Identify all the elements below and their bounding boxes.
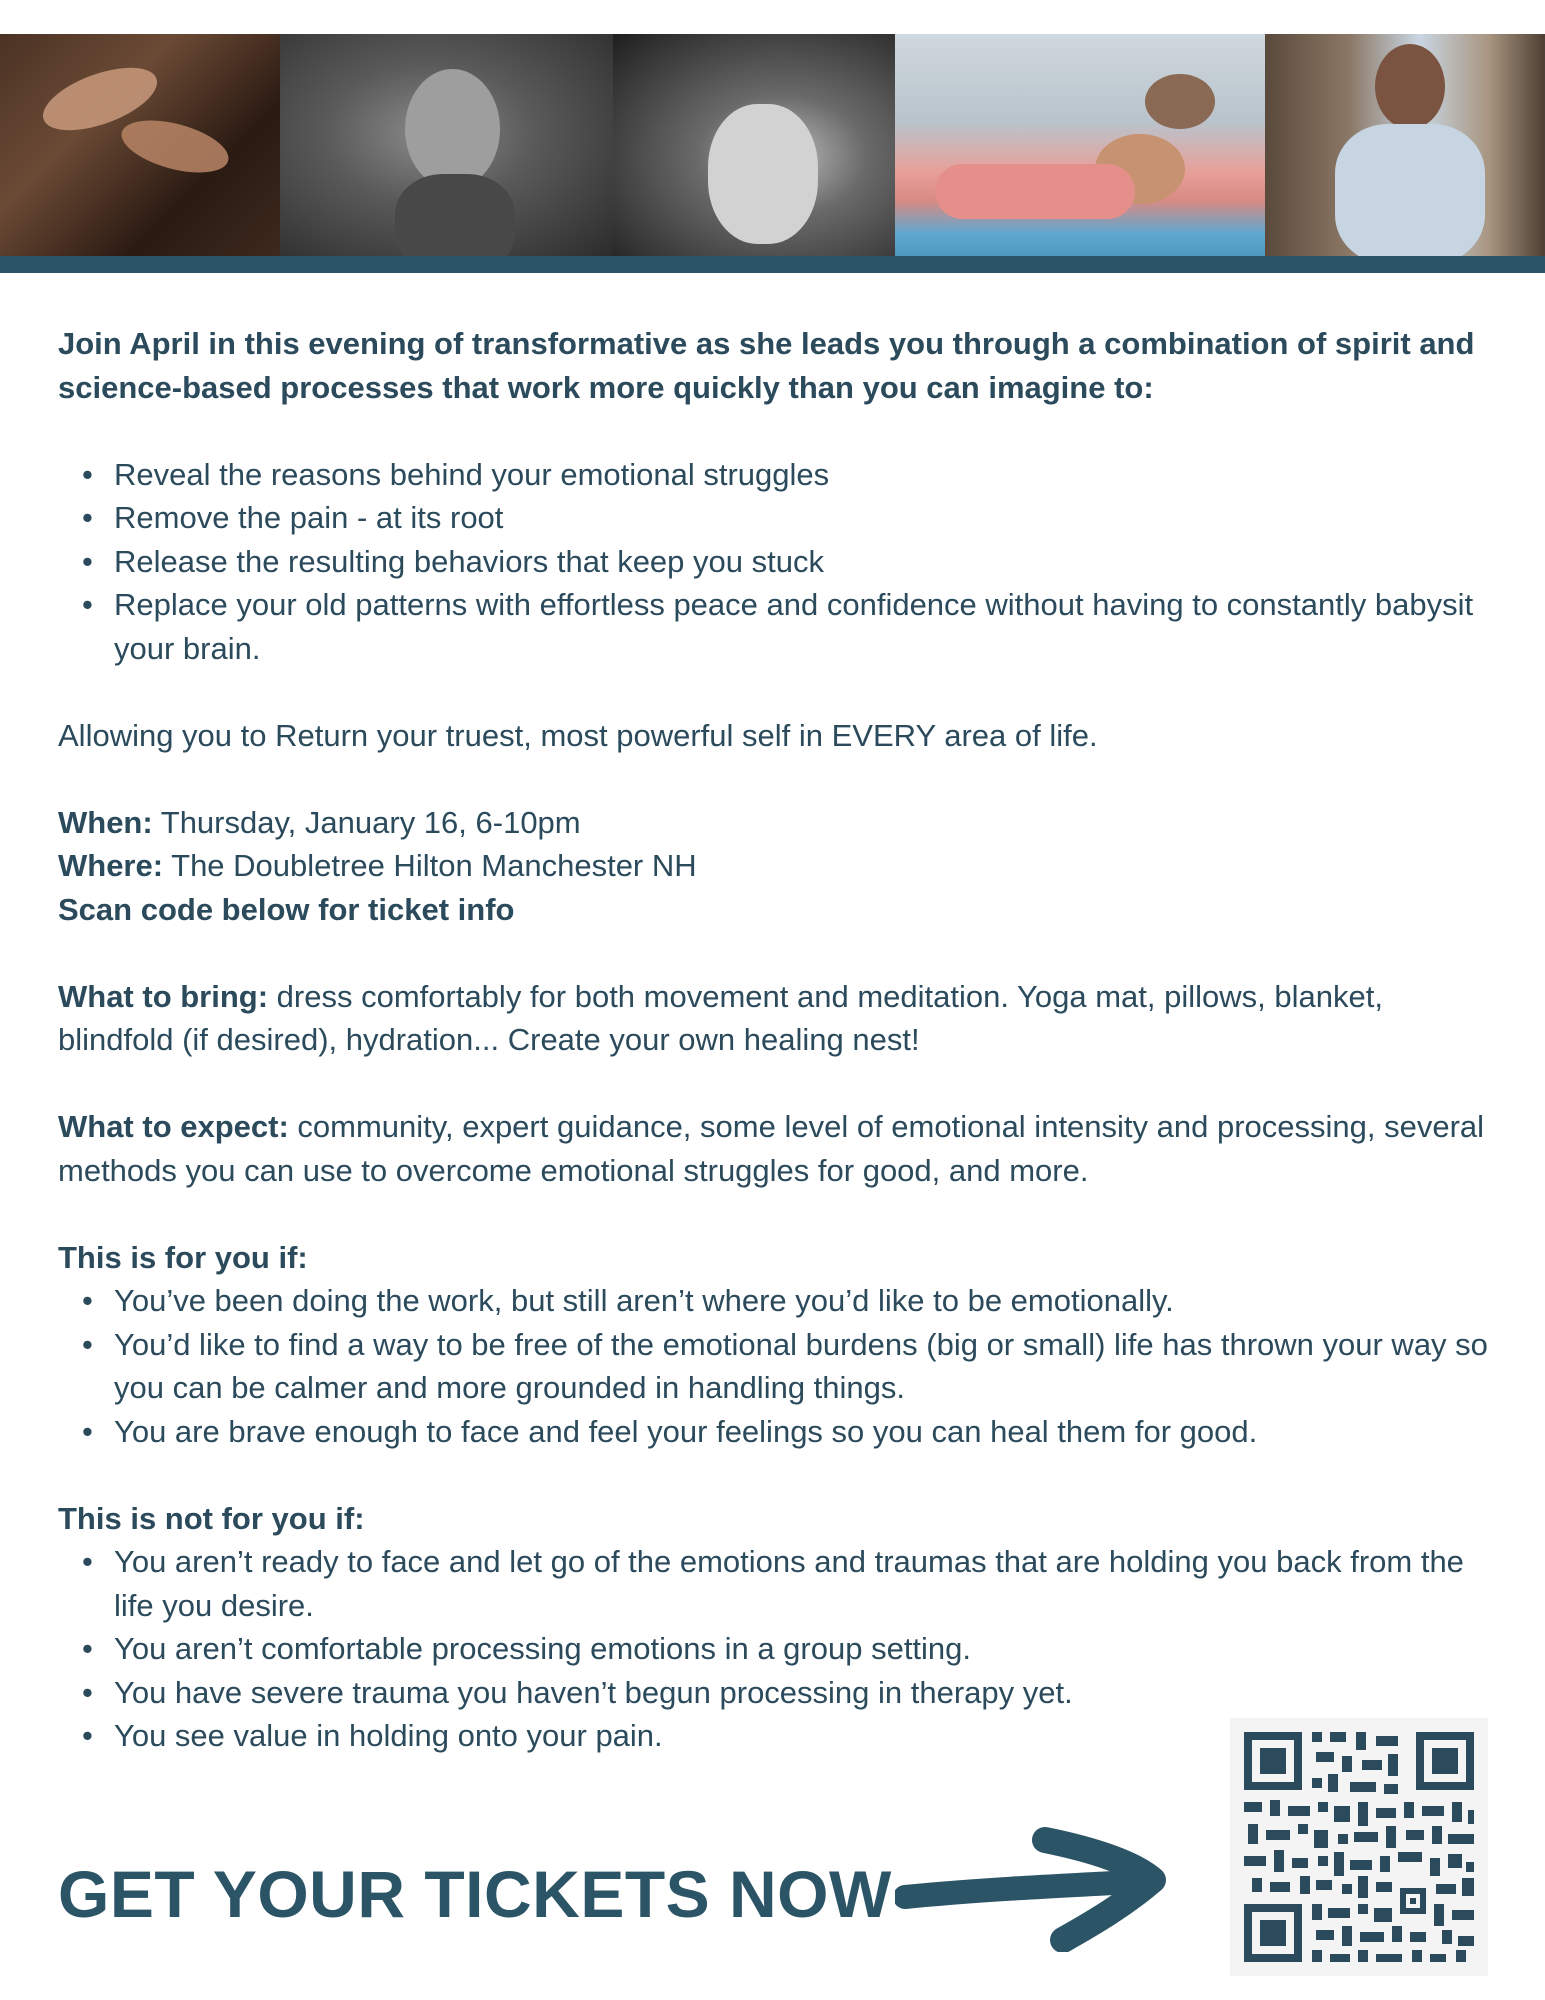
not-for-you-heading: This is not for you if: [58,1500,365,1536]
event-when [58,801,1498,845]
what-to-expect [58,1105,1498,1192]
allowing-text: Allowing you to Return your truest, most powerful self in EVERY area of life. [58,717,1098,753]
list-item: • You have severe trauma you haven’t begun processing in therapy yet. [114,1671,1498,1715]
for-you-list [58,1279,1498,1453]
list-item: • Release the resulting behaviors that keep you stuck [114,540,1498,584]
list-item: • You’ve been doing the work, but still aren’t where you’d like to be emotionally. [114,1279,1498,1323]
list-item: • You aren’t comfortable processing emotions in a group setting. [114,1627,1498,1671]
list-item: • You’d like to find a way to be free of the emotional burdens (big or small) life has thrown your way so you can be calmer and more grounded in handling things. [114,1323,1498,1410]
get-tickets-heading[interactable]: GET YOUR TICKETS NOW [58,1857,892,1931]
what-to-bring [58,975,1498,1062]
bring-text: dress comfortably for both movement and meditation. Yoga mat, pillows, blanket, blindfold (if desired), hydration... Create your own healing nest! [58,978,1383,1057]
intro-text: Join April in this evening of transformative as she leads you through a combination of spirit and science-based processes that work more quickly than you can imagine to: [58,326,1475,405]
expect-text: community, expert guidance, some level of emotional intensity and processing, several methods you can use to overcome emotional struggles for good, and more. [58,1109,1485,1188]
flyer-body [58,322,1498,1758]
photo-strip [0,34,1545,256]
list-item: • You are brave enough to face and feel your feelings so you can heal them for good. [114,1410,1498,1454]
when-value: Thursday, January 16, 6-10pm [152,804,581,840]
list-item: • Remove the pain - at its root [114,496,1498,540]
header-accent-bar [0,256,1545,273]
list-item: • Reveal the reasons behind your emotional struggles [114,453,1498,497]
lying-people-photo [895,34,1265,256]
bring-label: What to bring: [58,978,269,1014]
list-item: • You aren’t ready to face and let go of the emotions and traumas that are holding you back from the life you desire. [114,1540,1498,1627]
where-label: Where: [58,848,164,883]
benefits-list [58,453,1498,671]
list-item: • You see value in holding onto your pain. [114,1714,1498,1758]
expect-label: What to expect: [58,1109,289,1144]
when-label: When: [58,804,153,840]
meditating-woman-photo [1265,34,1545,256]
qr-code-icon[interactable] [1230,1718,1488,1976]
event-where [58,844,1498,888]
for-you-heading: This is for you if: [58,1239,308,1275]
scan-instruction: Scan code below for ticket info [58,891,515,927]
arrow-right-icon [895,1822,1170,1952]
distressed-woman-photo [280,34,613,256]
where-value: The Doubletree Hilton Manchester NH [163,848,697,883]
list-item: • Replace your old patterns with effortless peace and confidence without having to constantly babysit your brain. [114,583,1498,670]
hands-photo [0,34,280,256]
clasped-hands-photo [613,34,895,256]
